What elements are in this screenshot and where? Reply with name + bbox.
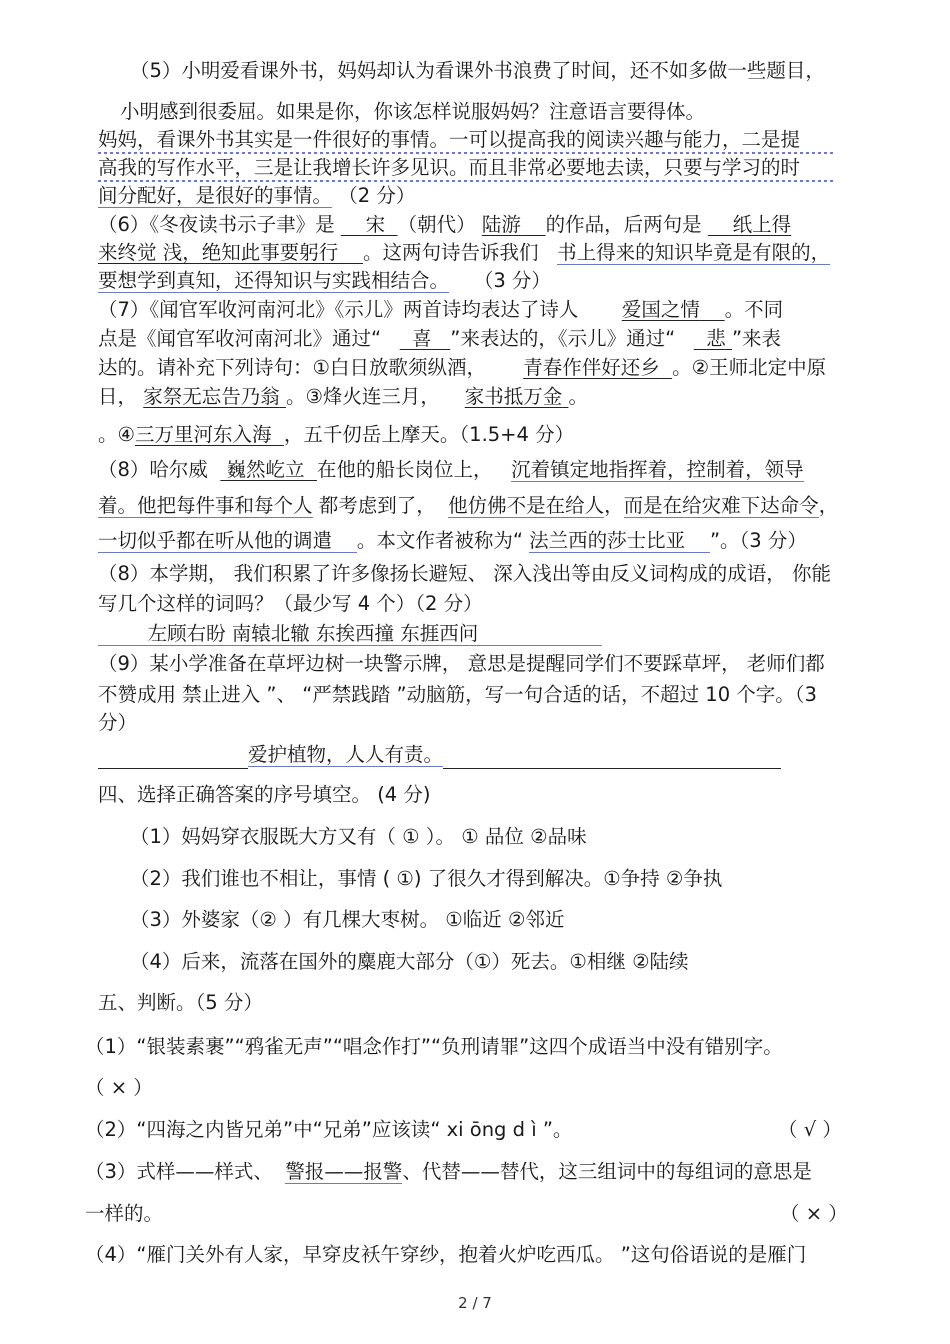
q6-line1 <box>98 212 791 238</box>
q6-works-label: 的作品，后两句是 <box>545 213 702 236</box>
q7-answer-poem2: 家祭无忘告乃翁 <box>143 385 280 408</box>
section5-item3-end: 一样的。 <box>85 1202 164 1225</box>
q7-answer-sad: 悲 <box>706 327 726 350</box>
q9-line3: 分） <box>98 711 138 734</box>
q6-answer-line-end: 来终觉 浅，绝知此事要躬行 <box>98 241 339 264</box>
section4-item2: （2）我们谁也不相让，事情 ( ①) 了很久才得到解决。①争持 ②争执 <box>130 867 723 890</box>
q6-meaning-label: 。这两句诗告诉我们 <box>363 241 539 264</box>
q7-line1: （7）《闻官军收河南河北》《示儿》两首诗均表达了诗人 爱国之情 。不同 <box>98 298 784 321</box>
section5-item1-mark: （ × ） <box>85 1076 153 1099</box>
q8a-answer-author: 法兰西的莎士比亚 <box>529 529 710 553</box>
q9-answer: 爱护植物，人人有责。 <box>248 743 444 766</box>
q5-answer-text3: 间分配好，是很好的事情。 <box>98 184 333 207</box>
q6-answer-author: 陆游 <box>481 213 521 236</box>
q6-line3 <box>98 268 551 294</box>
q8a-line3: 一切似乎都在听从他的调遣 。本文作者被称为“ 法兰西的莎士比亚 ”。（3 分） <box>98 529 807 552</box>
q6-answer-dynasty: 宋 <box>365 213 386 236</box>
q7-line3: 达的。请补充下列诗句：①白日放歌须纵酒， 青春作伴好还乡 。②王师北定中原 <box>98 356 827 379</box>
page-number: 2 / 7 <box>458 1294 492 1312</box>
q8a-answer-line2c: 而是在给灾难下达命令 <box>623 494 819 517</box>
q6-answer-meaning1: 书上得来的知识毕竟是有限的， <box>557 241 831 264</box>
q6-line2 <box>98 240 830 266</box>
q6-answer-meaning2: 要想学到真知，还得知识与实践相结合。 <box>98 269 450 292</box>
q6-dynasty-label: （朝代） <box>397 213 476 236</box>
section4-item4: （4）后来，流落在国外的麋鹿大部分（①）死去。①相继 ②陆续 <box>130 950 689 973</box>
q8b-line1: （8）本学期， 我们积累了许多像扬长避短、 深入浅出等由反义词构成的成语， 你能 <box>98 562 832 585</box>
section4-item1: （1）妈妈穿衣服既大方又有（ ① ）。 ① 品位 ②品味 <box>130 825 587 848</box>
q5-answer-underline1 <box>98 152 836 154</box>
q7-line4: 日， 家祭无忘告乃翁 。③烽火连三月， 家书抵万金 。 <box>98 385 588 408</box>
q8a-line2: 着。他把每件事和每个人 都考虑到了， 他仿佛不是在给人，而是在给灾难下达命令， <box>98 494 839 517</box>
q5-answer-line3 <box>98 183 415 209</box>
q7-line2: 点是《闻官军收河南河北》通过“ 喜 ”来表达的，《示儿》通过“ 悲 ”来表 <box>98 327 782 350</box>
q8b-line2: 写几个这样的词吗？（最少写 4 个）（2 分） <box>98 592 483 615</box>
section5-item3-mark: （ × ） <box>780 1202 848 1225</box>
q5-score: （2 分） <box>338 184 416 207</box>
q5-answer-line1: 妈妈，看课外书其实是一件很好的事情。一可以提高我的阅读兴趣与能力，二是提 <box>98 128 801 151</box>
q5-answer-line2: 高我的写作水平，三是让我增长许多见识。而且非常必要地去读，只要与学习的时 <box>98 156 801 179</box>
q7-answer-poem3: 家书抵万金 <box>464 385 563 408</box>
q7-line5: 。④三万里河东入海 ，五千仞岳上摩天。（1.5+4 分） <box>98 423 575 446</box>
q9-blank-left <box>98 742 248 769</box>
q9-answer-line <box>98 742 781 769</box>
section5-item2: （2）“四海之内皆兄弟”中“兄弟”应该读“ xi ōng d ì ”。 <box>85 1118 573 1141</box>
q9-line2: 不赞成用 禁止进入 ”、 “严禁践踏 ”动脑筋，写一句合适的话，不超过 10 个字。（3 <box>98 683 817 706</box>
q6-prefix: （6）《冬夜读书示子聿》是 <box>98 213 335 236</box>
section4-item3: （3）外婆家（② ）有几棵大枣树。 ①临近 ②邻近 <box>130 908 565 931</box>
section4-title: 四、选择正确答案的序号填空。 (4 分) <box>98 783 431 806</box>
section5-item1: （1）“银装素裹”“鸦雀无声”“唱念作打”“负刑请罪”这四个成语当中没有错别字。 <box>85 1035 783 1058</box>
q8a-answer-line2b: 他仿佛不是在给人 <box>448 494 605 517</box>
q5-line2: 小明感到很委屈。如果是你，你该怎样说服妈妈？注意语言要得体。 <box>120 100 706 123</box>
section5-item2-mark: （ √ ） <box>778 1118 842 1141</box>
q9-line1: （9）某小学准备在草坪边树一块警示牌， 意思是提醒同学们不要踩草坪， 老师们都 <box>98 652 825 675</box>
q5-answer-underline2 <box>98 180 836 182</box>
q5-line1: （5）小明爱看课外书，妈妈却认为看课外书浪费了时间，还不如多做一些题目， <box>130 59 825 82</box>
section5-title: 五、判断。（5 分） <box>98 991 263 1014</box>
q8a-answer-line1: 沉着镇定地指挥着，控制着，领导 <box>511 458 804 481</box>
q8a-answer-line3: 一切似乎都在听从他的调遣 <box>98 529 357 553</box>
q7-answer-joy: 喜 <box>412 327 432 350</box>
q8a-answer-line2a: 着。他把每件事和每个人 <box>98 494 313 517</box>
q8b-answer-line <box>98 621 602 647</box>
section5-item3: （3）式样——样式、 警报——报警、代替——替代，这三组词中的每组词的意思是 <box>85 1160 812 1183</box>
q8b-answer: 左顾右盼 南辕北辙 东挨西撞 东捱西问 <box>98 622 602 646</box>
section5-item3-answer: 警报——报警 <box>285 1160 403 1183</box>
q6-answer-line-start: 纸上得 <box>732 213 792 236</box>
section5-item4: （4）“雁门关外有人家，早穿皮袄午穿纱，抱着火炉吃西瓜。 ”这句俗语说的是雁门 <box>85 1243 807 1266</box>
q8a-line1: （8）哈尔威 巍然屹立 在他的船长岗位上， 沉着镇定地指挥着，控制着，领导 <box>98 458 804 481</box>
q7-answer-emotion: 爱国之情 <box>621 298 700 321</box>
q8a-answer-stand: 巍然屹立 <box>226 458 305 481</box>
q7-answer-poem4: 三万里河东入海 <box>134 423 272 446</box>
q6-score: （3 分） <box>473 269 551 292</box>
q9-blank-right <box>443 742 781 769</box>
q7-answer-poem1: 青春作伴好还乡 <box>523 356 660 379</box>
